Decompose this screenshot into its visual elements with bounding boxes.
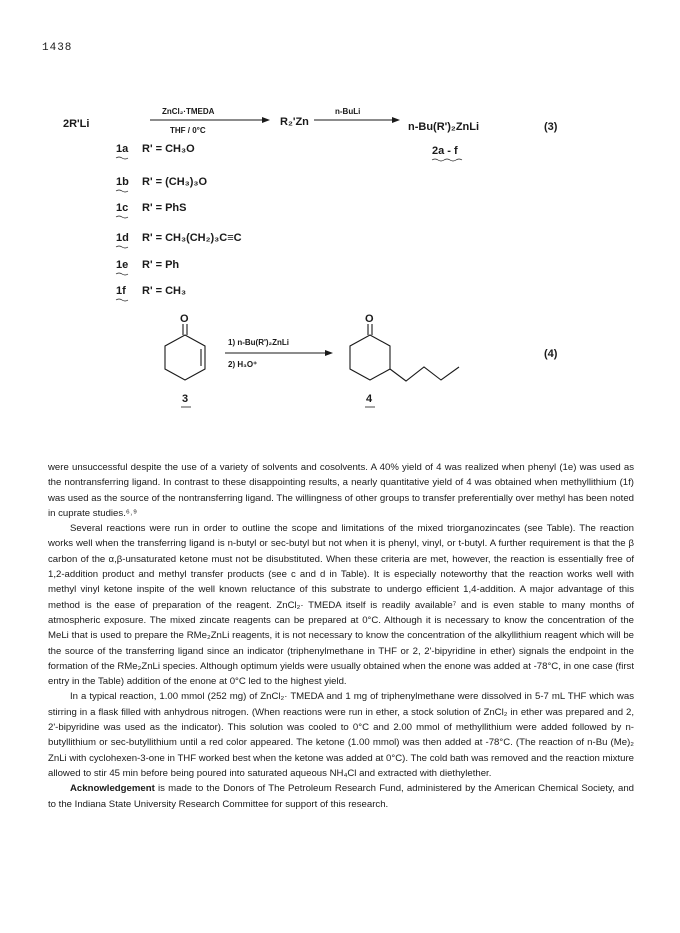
- reactant-label: 3: [182, 393, 189, 405]
- cyclohexenone-structure: [165, 324, 205, 380]
- eq3-product: n-Bu(R')₂ZnLi: [408, 121, 480, 133]
- ligand-1e: [116, 259, 179, 275]
- product-structure: [350, 324, 459, 381]
- eq3-reagent-below: THF / 0°C: [170, 126, 206, 135]
- ligand-label: 1e: [116, 259, 129, 271]
- ligand-formula: R' = CH₃O: [142, 143, 195, 155]
- ligand-label: 1d: [116, 232, 129, 244]
- acknowledgement-text: is made to the Donors of The Petroleum Research Fund, administered by the American Chemical Society, and to the Indiana State University Research Committee for support of this research.: [48, 783, 634, 810]
- acknowledgement-heading: Acknowledgement: [70, 783, 155, 795]
- ligand-label: 1f: [116, 285, 126, 297]
- reactant-oxygen: O: [180, 313, 189, 325]
- product-label-underline: [432, 159, 462, 161]
- paragraph-3: In a typical reaction, 1.00 mmol (252 mg) of ZnCl₂· TMEDA and 1 mg of triphenylmethane were dissolved in 5-7 mL THF which was stirring in a flask filled with anhydrous nitrogen. (When reactions were run in ether, a stock solution of ZnCl₂ in ether was prepared and 2, 2'-bipyridine was used as the indicator). This solution was cooled to 0°C and 2.00 mmol of methyllithium were added followed by n-butyllithium or sec-butyllithium until a red color appeared. The ketone (1.00 mmol) was then added at -78°C. (The reaction of n-Bu (Me)₂ ZnLi with cyclohexen-3-one in THF worked best when the ketone was added at 0°C). The cold bath was removed and the reaction mixture allowed to stir 45 min before being poured into saturated aqueous NH₄Cl and extracted with diethylether.: [48, 691, 634, 779]
- acknowledgement: [48, 781, 634, 812]
- label-underline: [116, 273, 128, 275]
- eq3-arrowhead-2: [392, 117, 400, 123]
- cyclohexanone-ring: [350, 335, 390, 380]
- product-oxygen: O: [365, 313, 374, 325]
- eq4-arrowhead: [325, 350, 333, 356]
- eq4-step1: 1) n-Bu(R')₂ZnLi: [228, 338, 289, 347]
- label-underline: [116, 216, 128, 218]
- product-label: 4: [366, 393, 373, 405]
- page-number: 1438: [42, 42, 73, 54]
- ligand-formula: R' = CH₃(CH₂)₃C≡C: [142, 232, 242, 244]
- ligand-1d: [116, 232, 242, 248]
- eq3-arrowhead-1: [262, 117, 270, 123]
- eq3-product-label: 2a - f: [432, 145, 458, 157]
- label-underline: [116, 246, 128, 248]
- ligand-1b: [116, 176, 207, 192]
- ligand-formula: R' = (CH₃)₃O: [142, 176, 208, 188]
- paragraph-2: Several reactions were run in order to outline the scope and limitations of the mixed triorganozincates (see Table). The reaction works well when the transferring ligand is n-butyl or sec-butyl but not when it is phenyl, vinyl, or t-butyl. A further requirement is that the β carbon of the α,β-unsaturated ketone must not be disubstituted. When these criteria are met, however, the reaction is essentially free of 1,2-addition product and methyl transfer products (see c and d in Table). It is especially noteworthy that the reaction works well with methyl vinyl ketone inspite of the well known reluctance of this substrate to undergo efficient 1,4-addition. A major advantage of this method is the ease of preparation of the reagent. ZnCl₂· TMEDA itself is readily available⁷ and is even stable to many months of atmospheric exposure. The mixed zincate reagents can be prepared at 0°C. Although it is necessary to know the concentration of the MeLi that is used to prepare the RMe₂ZnLi reagents, it is not necessary to know the concentration of the alkyllithium reagent which will be the source of the transferring ligand since an indicator (triphenylmethane in THF or 2, 2'-bipyridine in ether) signals the endpoint in the formation of the RMe₂ZnLi species. Although optimum yields were usually obtained when the enone was added at -78°C, in one case (first entry in the Table) addition of the enone at 0°C led to the highest yield.: [48, 523, 634, 688]
- body-text: [48, 460, 634, 812]
- ligand-formula: R' = PhS: [142, 202, 187, 214]
- eq3-reactant: 2R'Li: [63, 118, 90, 130]
- eq3-reagent-above: ZnCl₂·TMEDA: [162, 107, 215, 116]
- eq3-number: (3): [544, 121, 558, 133]
- label-underline: [116, 157, 128, 159]
- ligand-label: 1c: [116, 202, 129, 214]
- reaction-scheme: [0, 0, 680, 450]
- ligand-formula: R' = CH₃: [142, 285, 187, 297]
- label-underline: [116, 299, 128, 301]
- eq3-intermediate: R₂'Zn: [280, 116, 309, 128]
- ligand-1a: [116, 143, 195, 159]
- ligand-label: 1a: [116, 143, 129, 155]
- eq3-reagent2-above: n-BuLi: [335, 107, 361, 116]
- cyclohexenone-ring: [165, 335, 205, 380]
- ligand-label: 1b: [116, 176, 129, 188]
- eq4-step2: 2) H₃O⁺: [228, 360, 258, 369]
- eq4-number: (4): [544, 348, 558, 360]
- butyl-chain: [390, 367, 459, 381]
- ligand-1f: [116, 285, 186, 301]
- ligand-formula: R' = Ph: [142, 259, 180, 271]
- paragraph-1: were unsuccessful despite the use of a variety of solvents and cosolvents. A 40% yield of 4 was realized when phenyl (1e) was used as the nontransferring ligand. In contrast to these disappointing results, a nearly quantitative yield of 4 was obtained when methyllithium (1f) was used as the source of the nontransferring ligand. The willingness of other groups to transfer preferentially over methyl has been noted in cuprate studies.⁶˒⁹: [48, 462, 634, 519]
- ligand-1c: [116, 202, 187, 218]
- label-underline: [116, 190, 128, 192]
